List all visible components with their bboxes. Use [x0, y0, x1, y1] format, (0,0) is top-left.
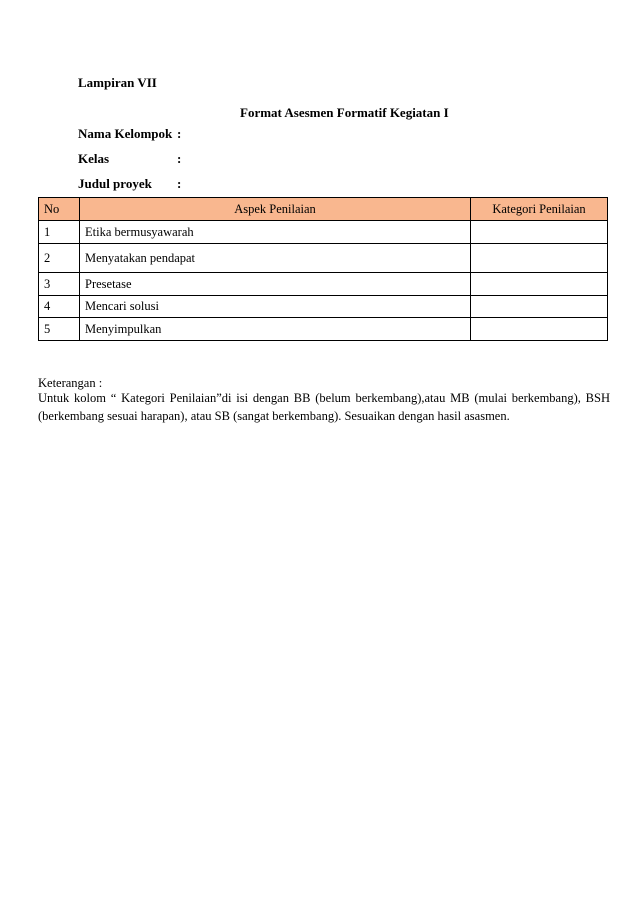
row-category-cell[interactable] — [471, 221, 608, 244]
table-row — [39, 296, 608, 318]
row-category-cell[interactable] — [471, 244, 608, 273]
project-title-colon: : — [177, 176, 182, 191]
row-aspect: Mencari solusi — [80, 296, 471, 318]
table-row — [39, 273, 608, 296]
appendix-label: Lampiran VII — [78, 75, 157, 90]
row-aspect: Menyimpulkan — [80, 318, 471, 341]
class-colon: : — [177, 151, 182, 166]
row-aspect: Presetase — [80, 273, 471, 296]
row-category-cell[interactable] — [471, 296, 608, 318]
table-row — [39, 244, 608, 273]
row-number: 1 — [39, 221, 80, 244]
class-label: Kelas — [78, 151, 110, 166]
group-name-label: Nama Kelompok — [78, 126, 173, 141]
row-number: 2 — [39, 244, 80, 273]
notes-text: Untuk kolom “ Kategori Penilaian”di isi dengan BB (belum berkembang),atau MB (mulai berkembang), BSH (berkembang sesuai harapan), atau SB (sangat berkembang). Sesuaikan dengan hasil asasmen. — [38, 391, 610, 423]
project-title-label: Judul proyek — [78, 176, 152, 191]
table-row — [39, 318, 608, 341]
column-header-category: Kategori Penilaian — [471, 198, 608, 221]
table-header-row — [39, 198, 608, 221]
group-name-colon: : — [177, 126, 182, 141]
row-aspect: Etika bermusyawarah — [80, 221, 471, 244]
notes-label: Keterangan : — [38, 376, 103, 390]
row-number: 4 — [39, 296, 80, 318]
column-header-aspect: Aspek Penilaian — [80, 198, 471, 221]
row-number: 3 — [39, 273, 80, 296]
row-category-cell[interactable] — [471, 273, 608, 296]
column-header-no: No — [39, 198, 80, 221]
row-category-cell[interactable] — [471, 318, 608, 341]
row-number: 5 — [39, 318, 80, 341]
row-aspect: Menyatakan pendapat — [80, 244, 471, 273]
form-title: Format Asesmen Formatif Kegiatan I — [240, 105, 449, 120]
table-row — [39, 221, 608, 244]
assessment-table — [38, 197, 608, 341]
